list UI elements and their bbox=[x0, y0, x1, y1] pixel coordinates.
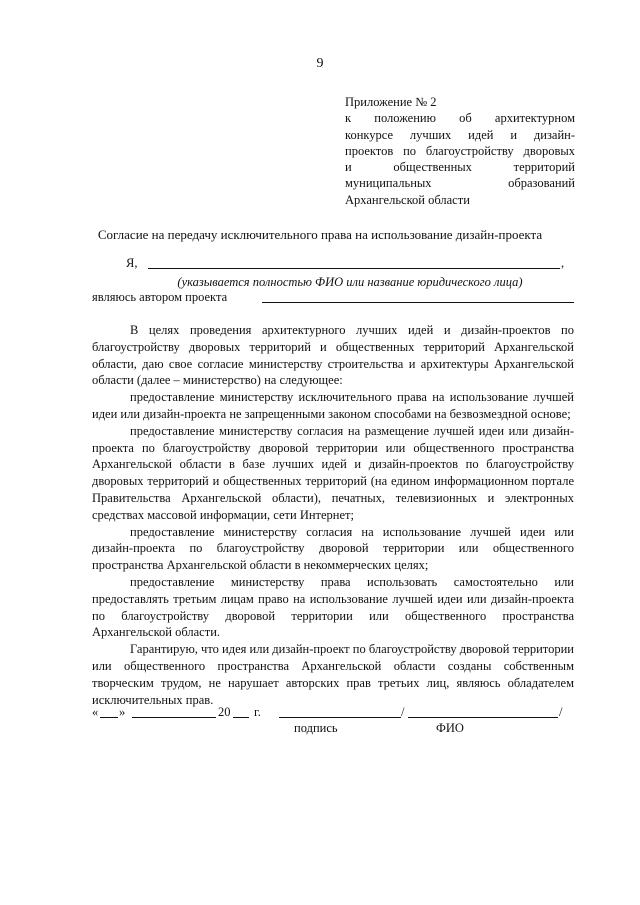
paragraph: В целях проведения архитектурного лучших идей и дизайн-проектов по благоустройству дворовых территорий и общественных территорий Архангельской области, даю свое согласие министерству строительства и архитектуры Архангельской области (далее – министерство) на следующее: bbox=[92, 323, 574, 388]
quote-close: » bbox=[119, 705, 126, 719]
separator-slash: / bbox=[401, 705, 405, 719]
ya-field-row bbox=[126, 256, 137, 271]
signature-field[interactable] bbox=[279, 705, 401, 718]
appendix-line: Приложение № 2 bbox=[345, 95, 437, 109]
paragraph: предоставление министерству права использовать самостоятельно или предоставлять третьим лицам право на использование лучшей идеи или дизайн-проекта по благоустройству дворовой территории или общественного пространства Архангельской области. bbox=[92, 574, 574, 640]
year-field[interactable] bbox=[233, 705, 249, 718]
appendix-line: к положению об архитектурном bbox=[345, 111, 575, 126]
page-number: 9 bbox=[316, 56, 324, 71]
signature-labels bbox=[0, 721, 640, 737]
appendix-line: и общественных территорий bbox=[345, 160, 575, 175]
document-title: Согласие на передачу исключительного права на использование дизайн-проекта bbox=[97, 227, 543, 242]
author-label: являюсь автором проекта bbox=[92, 290, 228, 304]
appendix-header bbox=[345, 94, 575, 208]
quote-open: « bbox=[92, 705, 99, 719]
fio-field[interactable] bbox=[408, 705, 558, 718]
year-prefix: 20 bbox=[218, 705, 231, 719]
appendix-line: муниципальных образований bbox=[345, 176, 575, 191]
appendix-line: Архангельской области bbox=[345, 192, 470, 207]
name-hint: (указывается полностью ФИО или название юридического лица) bbox=[177, 275, 523, 289]
year-suffix: г. bbox=[254, 705, 261, 719]
signature-label: подпись bbox=[294, 721, 338, 735]
day-field[interactable] bbox=[100, 705, 118, 718]
consent-body bbox=[92, 322, 574, 708]
paragraph: предоставление министерству согласия на размещение лучшей идеи или дизайн-проекта по благоустройству дворовой территории или общественного пространства Архангельской области в базе лучших идей и дизайн-проектов по благоустройству дворовых территорий и общественных территорий (на едином информационном портале Правительства Архангельской области), печатных, телевизионных и электронных средствах массовой информации, сети Интернет; bbox=[92, 423, 574, 522]
month-field[interactable] bbox=[132, 705, 216, 718]
end-slash: / bbox=[559, 705, 563, 719]
appendix-line: проектов по благоустройству дворовых bbox=[345, 143, 575, 158]
ya-label: Я, bbox=[126, 256, 138, 270]
paragraph: предоставление министерству согласия на использование лучшей идеи или дизайн-проекта по благоустройству дворовой территории или общественного пространства Архангельской области в некоммерческих целях; bbox=[92, 524, 574, 573]
paragraph: предоставление министерству исключительного права на использование лучшей идеи или дизайн-проекта не запрещенными законом способами на безвозмездной основе; bbox=[92, 390, 574, 421]
ya-comma: , bbox=[561, 256, 565, 270]
paragraph: Гарантирую, что идея или дизайн-проект по благоустройству дворовой территории или общественного пространства Архангельской области созданы собственным творческим трудом, не нарушает авторских прав третьих лиц, являюсь обладателем исключительных прав. bbox=[92, 642, 574, 707]
appendix-line: конкурсе лучших идей и дизайн- bbox=[345, 127, 575, 142]
fio-label: ФИО bbox=[436, 721, 464, 735]
name-field[interactable] bbox=[148, 256, 560, 269]
project-name-field[interactable] bbox=[262, 290, 574, 303]
